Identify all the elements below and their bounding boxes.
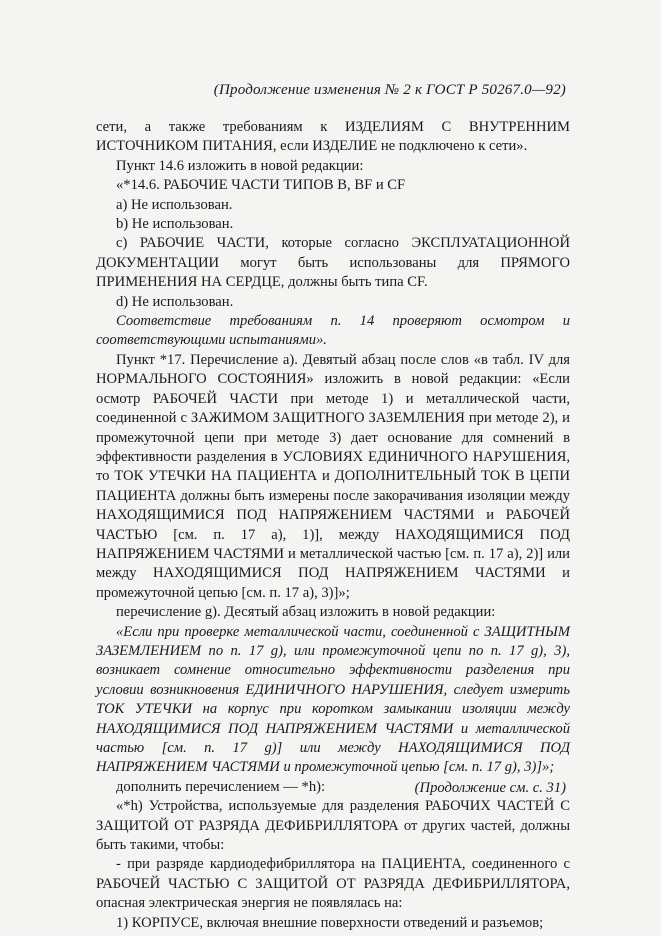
paragraph-3: «*14.6. РАБОЧИЕ ЧАСТИ ТИПОВ В, BF и CF — [116, 177, 406, 194]
paragraph-13: «*h) Устройства, используемые для разделения РАБОЧИХ ЧАСТЕЙ С ЗАЩИТОЙ ОТ РАЗРЯДА ДЕФИБРИЛЛЯТОРА от других частей, должны быть такими, чтобы: — [96, 798, 570, 854]
paragraph-14: - при разряде кардиодефибриллятора на ПАЦИЕНТА, соединенного с РАБОЧЕЙ ЧАСТЬЮ С ЗАЩИТОЙ ОТ РАЗРЯДА ДЕФИБРИЛЛЯТОРА, опасная электрическая энергия не появлялась на: — [96, 856, 570, 912]
page-header: (Продолжение изменения № 2 к ГОСТ Р 50267.0—92) — [213, 82, 566, 98]
paragraph-9: Пункт *17. Перечисление а). Девятый абзац после слов «в табл. IV для НОРМАЛЬНОГО СОСТОЯНИЯ» изложить в новой редакции: «Если осмотр РАБОЧЕЙ ЧАСТИ при методе 1) и металлической части, соединенной с ЗАЖИМОМ ЗАЩИТНОГО ЗАЗЕМЛЕНИЯ при методе 2), и промежуточной цепи при методе 3) дает основание для сомнений в эффективности разделения в УСЛОВИЯХ ЕДИНИЧНОГО НАРУШЕНИЯ, то ТОК УТЕЧКИ НА ПАЦИЕНТА и ДОПОЛНИТЕЛЬНЫЙ ТОК В ЦЕПИ ПАЦИЕНТА должны быть измерены после закорачивания изоляции между НАХОДЯЩИМИСЯ ПОД НАПРЯЖЕНИЕМ ЧАСТЯМИ и РАБОЧЕЙ ЧАСТЬЮ [см. п. 17 а), 1)], между НАХОДЯЩИМИСЯ ПОД НАПРЯЖЕНИЕМ ЧАСТЯМИ и металлической частью [см. п. 17 а), 2)] или между НАХОДЯЩИМИСЯ ПОД НАПРЯЖЕНИЕМ ЧАСТЯМИ и промежуточной цепью [см. п. 17 а), 3)]»; — [96, 351, 570, 601]
paragraph-5: b) Не использован. — [116, 216, 234, 233]
paragraph-4: а) Не использован. — [116, 196, 233, 213]
paragraph-11: «Если при проверке металлической части, соединенной с ЗАЩИТНЫМ ЗАЗЕМЛЕНИЕМ по п. 17 g), или промежуточной цепи по п. 17 g), 3), возникает сомнение относительно эффективности разделения при условии возникновения ЕДИНИЧНОГО НАРУШЕНИЯ, следует измерить ТОК УТЕЧКИ на корпус при коротком замыкании изоляции между НАХОДЯЩИМИСЯ ПОД НАПРЯЖЕНИЕМ ЧАСТЯМИ и металлической частью [см. п. 17 g)] или между НАХОДЯЩИМИСЯ ПОД НАПРЯЖЕНИЕМ ЧАСТЯМИ и промежуточной цепью [см. п. 17 g), 3)]»; — [96, 623, 570, 776]
paragraph-7: d) Не использован. — [116, 293, 234, 310]
paragraph-6: с) РАБОЧИЕ ЧАСТИ, которые согласно ЭКСПЛУАТАЦИОННОЙ ДОКУМЕНТАЦИИ могут быть использованы для ПРЯМОГО ПРИМЕНЕНИЯ НА СЕРДЦЕ, должны быть типа CF. — [96, 235, 570, 291]
paragraph-12: дополнить перечислением — *h): — [116, 778, 326, 795]
paragraph-8: Соответствие требованиям п. 14 проверяют осмотром и соответствующими испытаниями». — [96, 313, 570, 349]
paragraph-15: 1) КОРПУСЕ, включая внешние поверхности отведений и разъемов; — [116, 914, 544, 931]
paragraph-1: сети, а также требованиям к ИЗДЕЛИЯМ С ВНУТРЕННИМ ИСТОЧНИКОМ ПИТАНИЯ, если ИЗДЕЛИЕ не подключено к сети». — [96, 119, 570, 155]
page-footer: (Продолжение см. с. 31) — [414, 780, 566, 796]
document-body — [96, 118, 570, 933]
paragraph-2: Пункт 14.6 изложить в новой редакции: — [116, 157, 364, 174]
paragraph-10: перечисление g). Десятый абзац изложить в новой редакции: — [116, 604, 496, 621]
